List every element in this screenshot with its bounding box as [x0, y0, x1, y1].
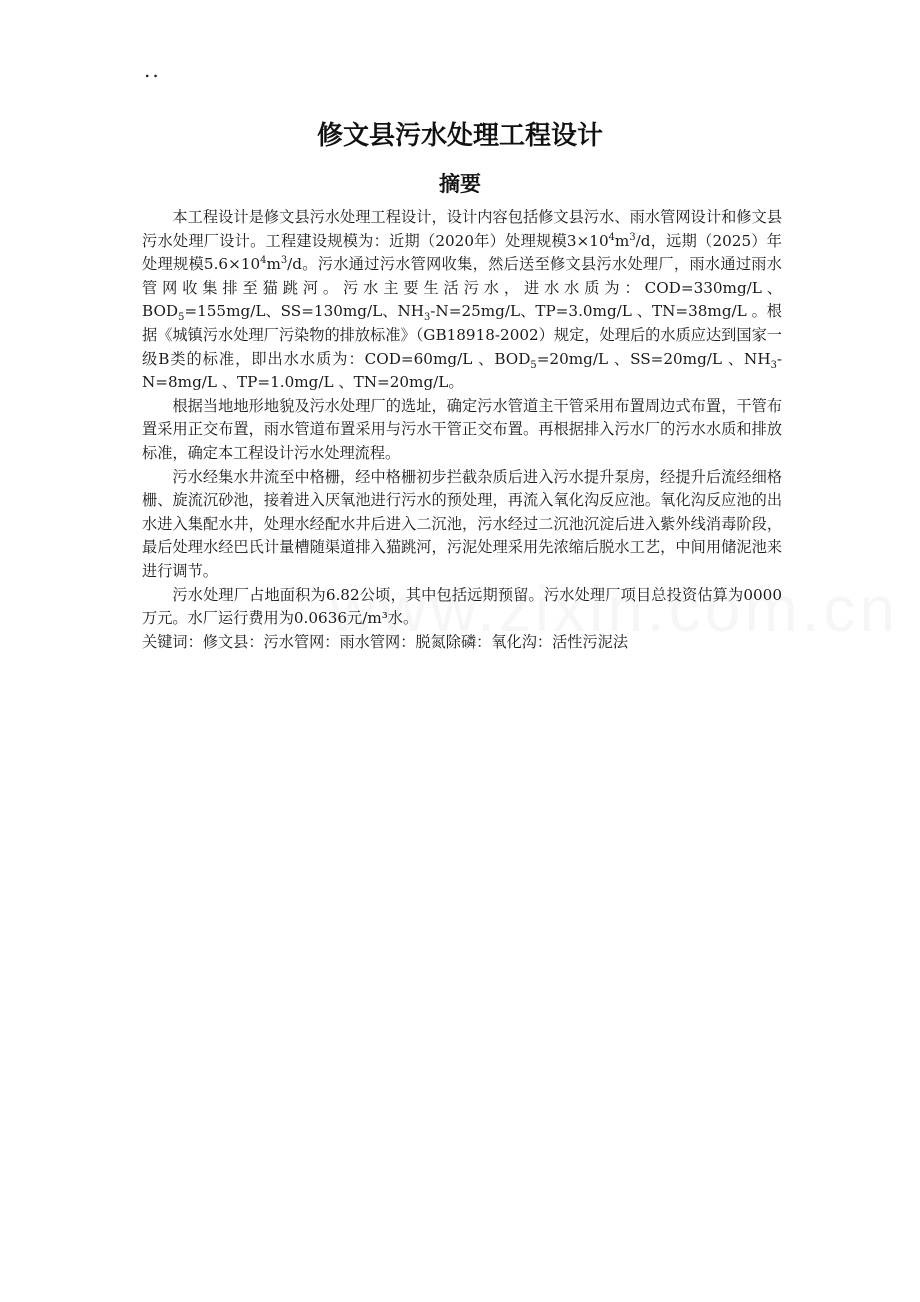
subscript: 3	[770, 359, 777, 371]
abstract-paragraph-3: 污水经集水井流至中格栅，经中格栅初步拦截杂质后进入污水提升泵房，经提升后流经细格栅、旋流沉砂池，接着进入厌氧池进行污水的预处理，再流入氧化沟反应池。氧化沟反应池的出水进入集配水井，处理水经配水井后进入二沉池，污水经过二沉池沉淀后进入紫外线消毒阶段，最后处理水经巴氏计量槽随渠道排入猫跳河，污泥处理采用先浓缩后脱水工艺，中间用储泥池来进行调节。	[142, 467, 782, 580]
subscript: 5	[530, 359, 537, 371]
document-title: 修文县污水处理工程设计	[316, 121, 603, 151]
abstract-paragraph-4: 污水处理厂占地面积为6.82公顷，其中包括远期预留。污水处理厂项目总投资估算为0000万元。水厂运行费用为0.0636元/m³水。	[142, 585, 782, 628]
abstract-heading: 摘要	[439, 172, 481, 196]
superscript: 4	[260, 255, 267, 267]
header-dots: ..	[144, 58, 161, 82]
abstract-body	[142, 206, 782, 654]
abstract-paragraph-2: 根据当地地形地貌及污水处理厂的选址，确定污水管道主干管采用布置周边式布置，干管布置采用正交布置，雨水管道布置采用与污水干管正交布置。再根据排入污水厂的污水水质和排放标准，确定本工程设计污水处理流程。	[142, 396, 782, 462]
abstract-paragraph-1	[142, 206, 782, 395]
subscript: 5	[178, 312, 185, 324]
text-run: 本工程设计是修文县污水处理工程设计，设计内容包括修文县污水、雨水管网设计和修文县污水处理厂设计。工程建设规模为：近期（2020年）处理规模3×10	[142, 208, 782, 250]
text-run: /d。污水通过污水管网收集，然后送至修文县污水处理厂，雨水通过雨水管网收集排至猫跳河。污水主要生活污水，进水水质为：COD=330mg/L、BOD	[142, 255, 782, 321]
text-run: =20mg/L 、SS=20mg/L 、NH	[536, 349, 771, 368]
subscript: 3	[424, 312, 431, 324]
superscript: 3	[629, 231, 636, 243]
superscript: 4	[608, 231, 615, 243]
text-run: -N=25mg/L、TP=3.0mg/L 、TN=38mg/L 。根据《城镇污水处理厂污染物的排放标准》（GB18918-2002）规定，处理后的水质应达到国家一级B类的标准，即出水水质为：COD=60mg/L 、BOD	[142, 302, 782, 368]
superscript: 3	[280, 255, 288, 267]
text-run: m	[266, 255, 281, 274]
text-run: =155mg/L、SS=130mg/L、NH	[184, 302, 424, 321]
text-run: m	[614, 231, 630, 250]
keywords-line: 关键词：修文县：污水管网：雨水管网：脱氮除磷：氧化沟：活性污泥法	[142, 632, 628, 651]
text-run: -N=8mg/L 、TP=1.0mg/L 、TN=20mg/L。	[142, 349, 783, 392]
text-run: /d，远期（2025）年处理规模5.6×10	[142, 231, 782, 274]
